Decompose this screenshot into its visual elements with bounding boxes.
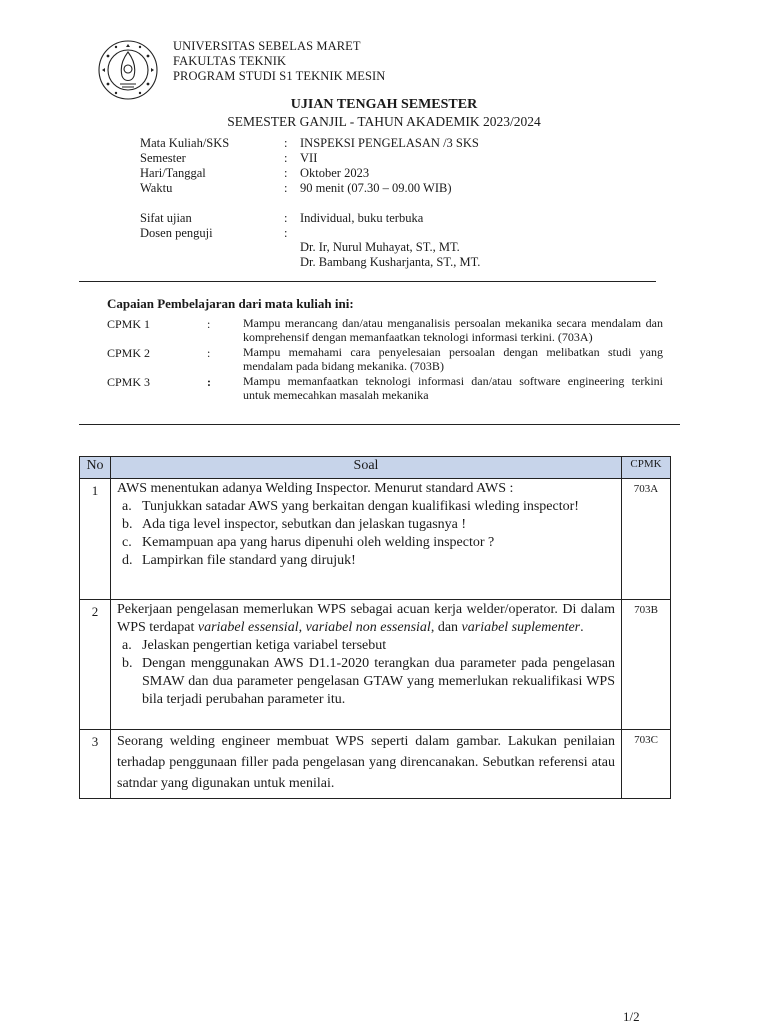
question-intro bbox=[117, 601, 615, 637]
page-number: 1/2 bbox=[623, 1009, 640, 1024]
time-value: 90 menit (07.30 – 09.00 WIB) bbox=[300, 181, 452, 195]
question-cell bbox=[111, 479, 622, 600]
nature-label: Sifat ujian bbox=[140, 211, 192, 225]
colon: : bbox=[284, 181, 288, 195]
item-text: Jelaskan pengertian ketiga variabel tersebut bbox=[142, 638, 387, 653]
item-marker: a. bbox=[122, 499, 132, 514]
date-label: Hari/Tanggal bbox=[140, 166, 206, 180]
date-value: Oktober 2023 bbox=[300, 166, 370, 180]
intro-italic: variabel essensial bbox=[197, 620, 299, 635]
time-label: Waktu bbox=[140, 181, 173, 195]
question-items bbox=[117, 498, 615, 570]
list-item bbox=[117, 534, 615, 552]
list-item bbox=[117, 498, 615, 516]
semester-label: Semester bbox=[140, 151, 186, 165]
table-row bbox=[80, 600, 671, 730]
cpmk-description: Mampu memahami cara penyelesaian persoalan dengan melibatkan studi yang mendalam pada bidang mekanika. (703B) bbox=[243, 345, 663, 373]
item-text: Lampirkan file standard yang dirujuk! bbox=[142, 553, 356, 568]
divider bbox=[79, 424, 680, 425]
cpmk-label: CPMK 2 bbox=[107, 346, 151, 360]
question-intro: Seorang welding engineer membuat WPS seperti dalam gambar. Lakukan penilaian terhadap penggunaan filler pada pengelasan yang direncanakan. Sebutkan referensi atau satndar yang digunakan untuk menilai. bbox=[117, 734, 615, 791]
intro-text: . bbox=[580, 620, 584, 635]
capaian-heading: Capaian Pembelajaran dari mata kuliah ini: bbox=[107, 296, 354, 311]
course-value: INSPEKSI PENGELASAN /3 SKS bbox=[300, 136, 479, 150]
item-text: Ada tiga level inspector, sebutkan dan jelaskan tugasnya ! bbox=[142, 517, 467, 532]
item-marker: c. bbox=[122, 535, 132, 550]
colon: : bbox=[284, 226, 288, 240]
table-row bbox=[80, 479, 671, 600]
colon: : bbox=[284, 151, 288, 165]
examiner-name: Dr. Ir, Nurul Muhayat, ST., MT. bbox=[300, 240, 460, 254]
cpmk-label: CPMK 3 bbox=[107, 375, 151, 389]
question-intro: AWS menentukan adanya Welding Inspector. Menurut standard AWS : bbox=[117, 481, 514, 496]
item-marker: d. bbox=[122, 553, 133, 568]
colon: : bbox=[284, 166, 288, 180]
colon: : bbox=[284, 136, 288, 150]
course-label: Mata Kuliah/SKS bbox=[140, 136, 230, 150]
program-name: PROGRAM STUDI S1 TEKNIK MESIN bbox=[173, 69, 386, 83]
intro-italic: variabel suplementer bbox=[461, 620, 581, 635]
item-text: Dengan menggunakan AWS D1.1-2020 terangkan dua parameter pada pengelasan SMAW dan dua parameter pengelasan GTAW yang memerlukan rekualifikasi WPS bila terjadi perubahan parameter itu. bbox=[142, 656, 615, 707]
semester-value: VII bbox=[300, 151, 318, 165]
intro-text: Pekerjaan pengelasan memerlukan WPS sebagai acuan kerja welder/operator. Di dalam WPS terdapat bbox=[117, 602, 615, 635]
item-marker: b. bbox=[122, 517, 133, 532]
cpmk-label: CPMK 1 bbox=[107, 317, 151, 331]
question-table bbox=[79, 456, 671, 799]
intro-italic: variabel non essensial bbox=[305, 620, 431, 635]
exam-subtitle: SEMESTER GANJIL - TAHUN AKADEMIK 2023/2024 bbox=[227, 114, 541, 129]
header-no: No bbox=[80, 457, 111, 479]
colon: : bbox=[207, 346, 211, 360]
examiner-label: Dosen penguji bbox=[140, 226, 213, 240]
cpmk-description: Mampu memanfaatkan teknologi informasi dan/atau software engineering terkini untuk memecahkan masalah mekanika bbox=[243, 374, 663, 402]
colon: : bbox=[207, 317, 211, 331]
faculty-name: FAKULTAS TEKNIK bbox=[173, 54, 287, 68]
header-cpmk: CPMK bbox=[622, 457, 671, 479]
intro-text: , bbox=[298, 620, 306, 635]
question-items bbox=[117, 637, 615, 709]
nature-value: Individual, buku terbuka bbox=[300, 211, 424, 225]
university-name: UNIVERSITAS SEBELAS MARET bbox=[173, 39, 361, 53]
colon: : bbox=[284, 211, 288, 225]
item-text: Tunjukkan satadar AWS yang berkaitan dengan kualifikasi wleding inspector! bbox=[142, 499, 579, 514]
item-marker: a. bbox=[122, 638, 132, 653]
question-number: 2 bbox=[80, 600, 111, 730]
divider bbox=[79, 281, 656, 282]
question-cell bbox=[111, 730, 622, 799]
examiner-name: Dr. Bambang Kusharjanta, ST., MT. bbox=[300, 255, 481, 269]
cpmk-code: 703C bbox=[622, 730, 671, 799]
list-item bbox=[117, 637, 615, 655]
exam-title: UJIAN TENGAH SEMESTER bbox=[290, 97, 478, 112]
item-text: Kemampuan apa yang harus dipenuhi oleh welding inspector ? bbox=[142, 535, 495, 550]
cpmk-code: 703B bbox=[622, 600, 671, 730]
question-number: 3 bbox=[80, 730, 111, 799]
intro-text: , dan bbox=[430, 620, 462, 635]
list-item bbox=[117, 655, 615, 709]
university-logo bbox=[96, 38, 160, 102]
question-cell bbox=[111, 600, 622, 730]
colon: : bbox=[207, 375, 211, 389]
list-item bbox=[117, 516, 615, 534]
table-header-row bbox=[80, 457, 671, 479]
question-number: 1 bbox=[80, 479, 111, 600]
list-item bbox=[117, 552, 615, 570]
item-marker: b. bbox=[122, 656, 133, 671]
table-row bbox=[80, 730, 671, 799]
header-soal: Soal bbox=[111, 457, 622, 479]
cpmk-code: 703A bbox=[622, 479, 671, 600]
cpmk-description: Mampu merancang dan/atau menganalisis persoalan mekanika secara mendalam dan komprehensif dengan memanfaatkan teknologi informasi terkini. (703A) bbox=[243, 316, 663, 344]
